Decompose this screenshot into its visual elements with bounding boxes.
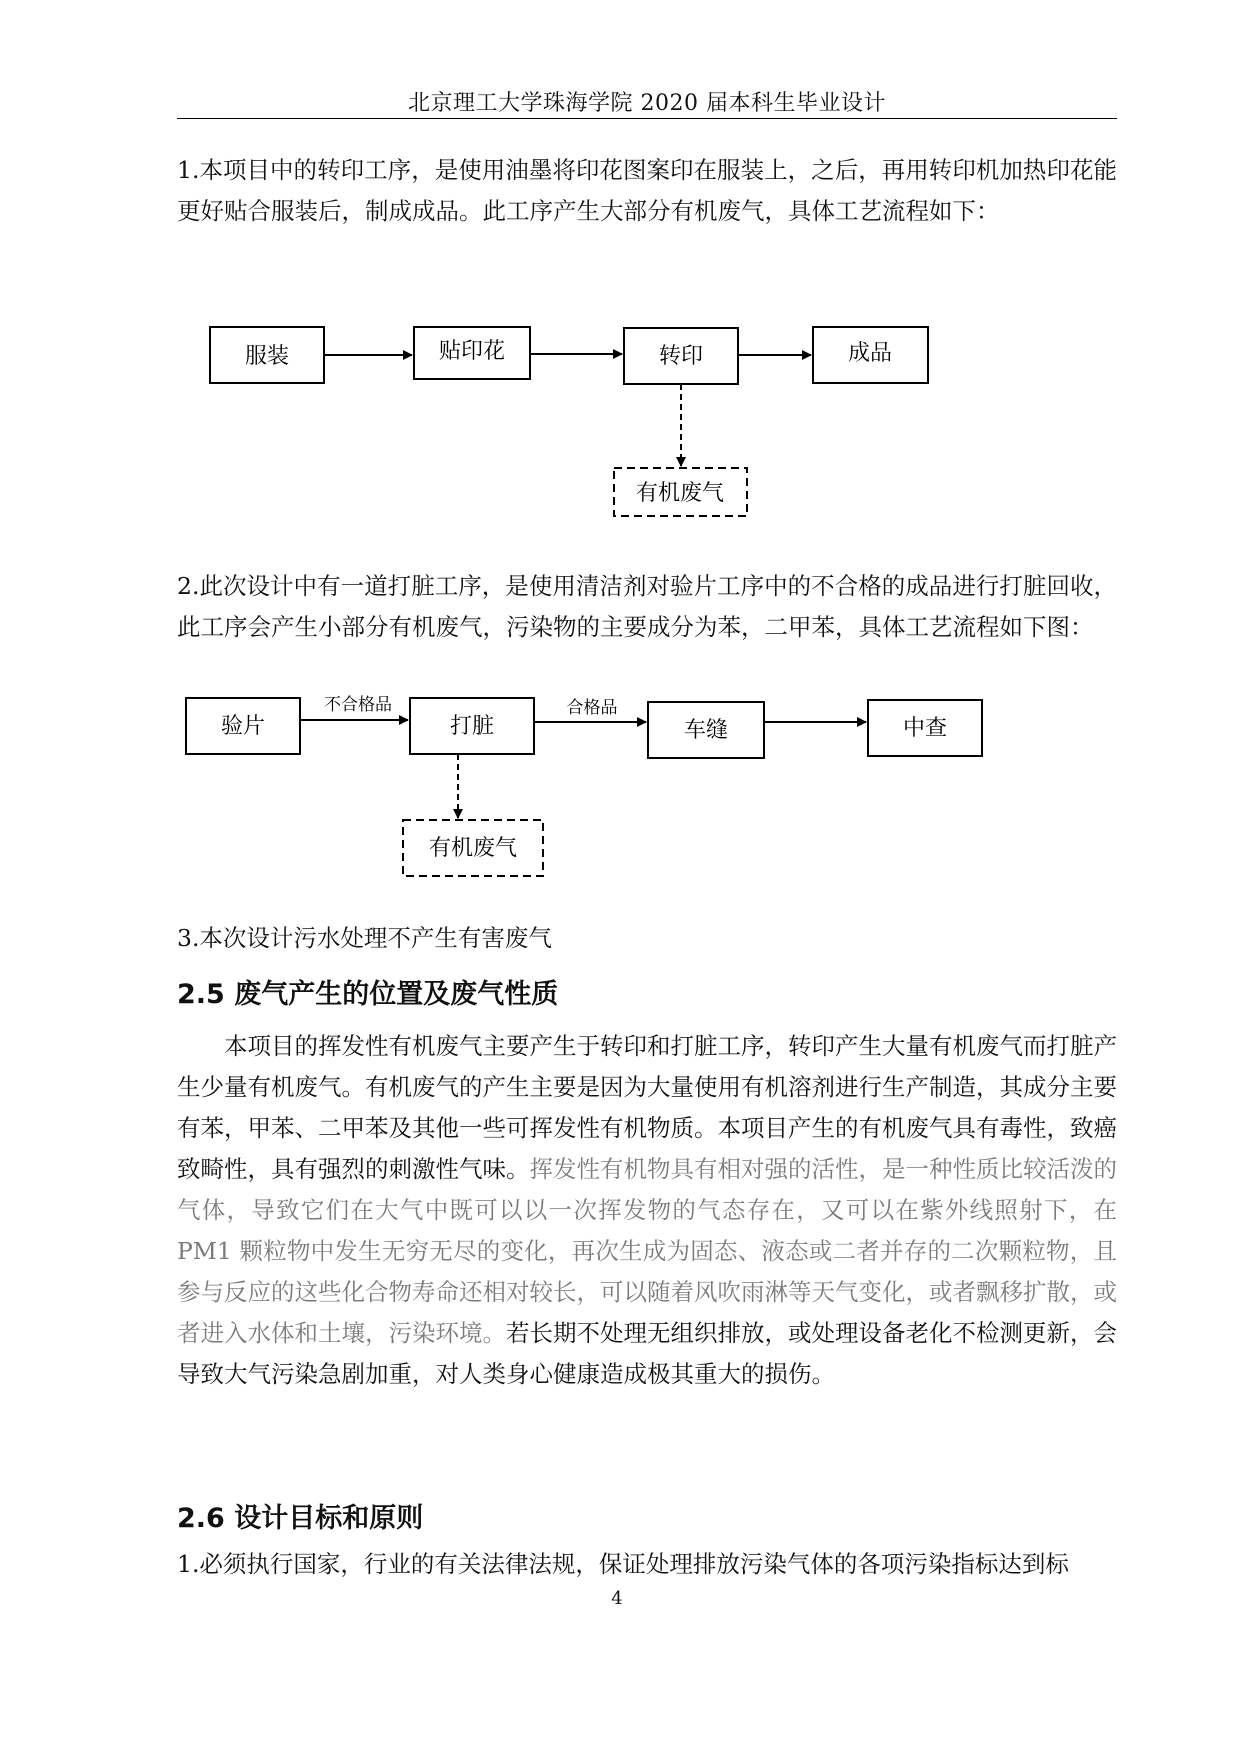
node-print-patch-label: 贴印花 [438, 339, 506, 364]
node-organic-waste-gas-2-label: 有机废气 [428, 836, 518, 861]
node-mid-inspection-label: 中查 [902, 716, 948, 741]
section-2-6-body: 1.必须执行国家，行业的有关法律法规，保证处理排放污染气体的各项污染指标达到标 [177, 1550, 1069, 1578]
node-soiling-label: 打脏 [449, 714, 495, 739]
node-sewing-label: 车缝 [683, 718, 729, 743]
paragraph-2: 2.此次设计中有一道打脏工序，是使用清洁剂对验片工序中的不合格的成品进行打脏回收，此工序会产生小部分有机废气，污染物的主要成分为苯，二甲苯，具体工艺流程如下图： [177, 572, 1117, 641]
paragraph-1: 1.本项目中的转印工序，是使用油墨将印花图案印在服装上，之后，再用转印机加热印花能更好贴合服装后，制成成品。此工序产生大部分有机废气，具体工艺流程如下： [177, 156, 1117, 225]
node-garment-label: 服装 [244, 344, 290, 369]
page-number: 4 [611, 1588, 623, 1609]
section-heading-2-5: 2.5 废气产生的位置及废气性质 [177, 979, 559, 1010]
node-finished-product-label: 成品 [847, 341, 893, 366]
node-organic-waste-gas-1-label: 有机废气 [635, 481, 725, 506]
node-piece-inspection-label: 验片 [220, 714, 266, 739]
section-2-5-text-main: 本项目的挥发性有机废气主要产生于转印和打脏工序，转印产生大量有机废气而打脏产生少量有机废气。有机废气的产生主要是因为大量使用有机溶剂进行生产制造，其成分主要有苯，甲苯、二甲苯及其他一些可挥发性有机物质。本项目产生的有机废气具有毒性，致癌致畸性，具有强烈的刺激性气味。 [177, 1032, 1117, 1183]
page-header: 北京理工大学珠海学院 2020 届本科生毕业设计 [408, 91, 886, 116]
section-2-5-text-gray: 挥发性有机物具有相对强的活性，是一种性质比较活泼的气体，导致它们在大气中既可以以一次挥发物的气态存在，又可以在紫外线照射下，在 PM1 颗粒物中发生无穷无尽的变化，再次生成为固态、液态或二者并存的二次颗粒物，且参与反应的这些化合物寿命还相对较长，可以随着风吹雨淋等天气变化，或者飘移扩散，或者进入水体和土壤，污染环境。 [177, 1155, 1117, 1347]
section-2-5-body [177, 1026, 1117, 1395]
edge-label-unqualified: 不合格品 [324, 695, 392, 715]
section-2-5-text-end: 若长期不处理无组织排放，或处理设备老化不检测更新，会导致大气污染急剧加重，对人类身心健康造成极其重大的损伤。 [177, 1319, 1117, 1388]
section-heading-2-6: 2.6 设计目标和原则 [177, 1503, 424, 1534]
node-transfer-label: 转印 [658, 344, 704, 369]
paragraph-3: 3.本次设计污水处理不产生有害废气 [177, 924, 552, 952]
edge-label-qualified: 合格品 [566, 698, 618, 718]
